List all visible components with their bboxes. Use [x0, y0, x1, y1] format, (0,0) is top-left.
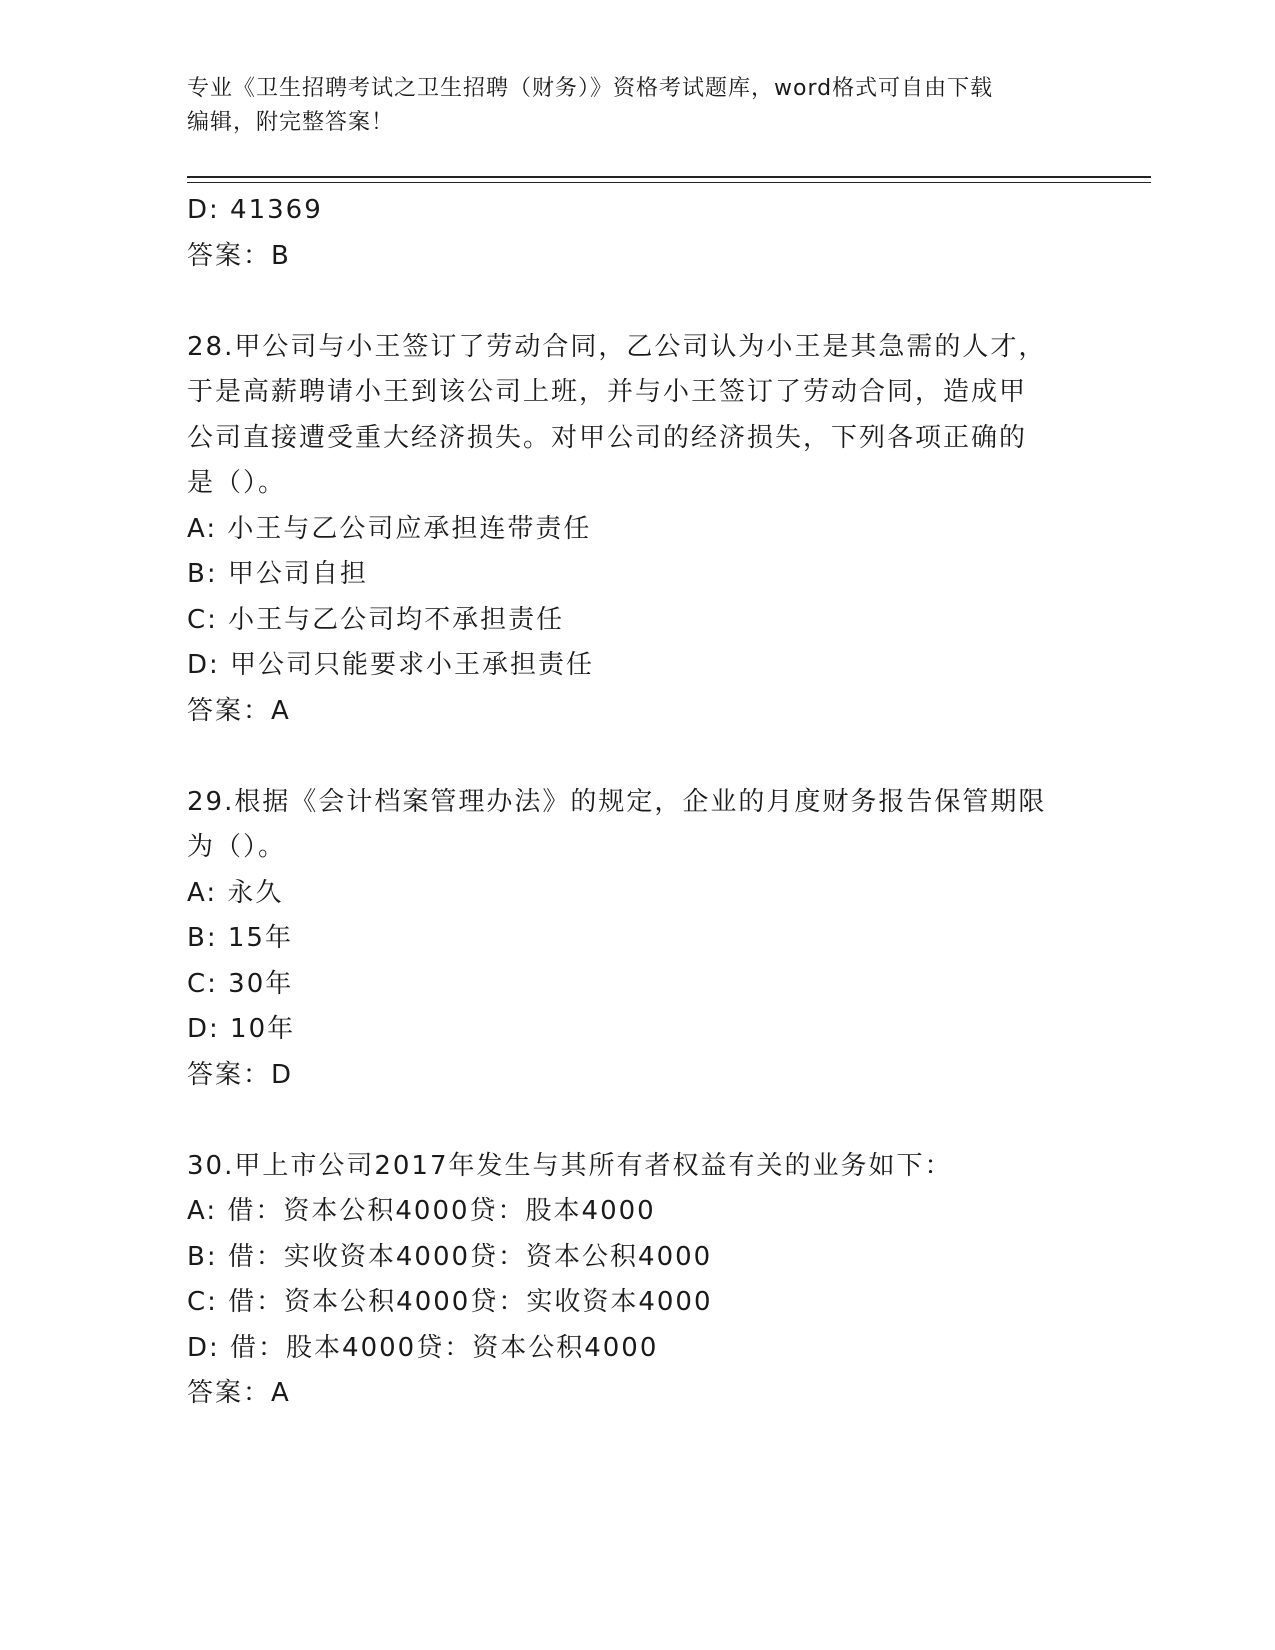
header-line-1: 专业《卫生招聘考试之卫生招聘（财务）》资格考试题库，word格式可自由下载: [187, 76, 994, 101]
spacer: [187, 279, 1087, 325]
question-29: [187, 780, 1087, 1099]
q28-option-a: A: 小王与乙公司应承担连带责任: [187, 513, 592, 544]
question-content: [187, 188, 1087, 1417]
prev-answer: 答案：B: [187, 240, 291, 271]
q29-stem-line: 29.根据《会计档案管理办法》的规定，企业的月度财务报告保管期限: [187, 786, 1047, 817]
header-divider-thick: [187, 176, 1151, 178]
q29-option-b: B: 15年: [187, 923, 293, 953]
q29-option-d: D: 10年: [187, 1014, 296, 1044]
q30-stem-line: 30.甲上市公司2017年发生与其所有者权益有关的业务如下：: [187, 1150, 953, 1181]
spacer: [187, 1098, 1087, 1144]
q30-option-b: B: 借：实收资本4000贷：资本公积4000: [187, 1241, 713, 1272]
q28-stem-line: 是（）。: [187, 468, 287, 498]
header-line-2: 编辑，附完整答案！: [187, 110, 395, 135]
q28-answer: 答案：A: [187, 695, 291, 726]
q29-option-c: C: 30年: [187, 968, 294, 999]
q28-option-b: B: 甲公司自担: [187, 559, 368, 589]
spacer: [187, 734, 1087, 780]
question-28: [187, 325, 1087, 735]
q30-option-c: C: 借：资本公积4000贷：实收资本4000: [187, 1287, 713, 1317]
q28-option-c: C: 小王与乙公司均不承担责任: [187, 604, 565, 635]
q28-option-d: D: 甲公司只能要求小王承担责任: [187, 650, 595, 680]
question-30: [187, 1144, 1087, 1417]
q30-option-d: D: 借：股本4000贷：资本公积4000: [187, 1332, 659, 1363]
q30-option-a: A: 借：资本公积4000贷：股本4000: [187, 1196, 656, 1226]
q29-option-a: A: 永久: [187, 877, 284, 908]
q28-stem-line: 于是高薪聘请小王到该公司上班，并与小王签订了劳动合同，造成甲: [187, 377, 1028, 407]
q28-stem-line: 公司直接遭受重大经济损失。对甲公司的经济损失，下列各项正确的: [187, 422, 1028, 453]
q29-answer: 答案：D: [187, 1059, 294, 1090]
document-header: [187, 72, 1067, 140]
q28-stem-line: 28.甲公司与小王签订了劳动合同，乙公司认为小王是其急需的人才，: [187, 331, 1047, 362]
header-divider-thin: [187, 182, 1151, 183]
prev-option-d: D: 41369: [187, 195, 323, 225]
q29-stem-line: 为（）。: [187, 832, 287, 862]
q30-answer: 答案：A: [187, 1378, 291, 1408]
